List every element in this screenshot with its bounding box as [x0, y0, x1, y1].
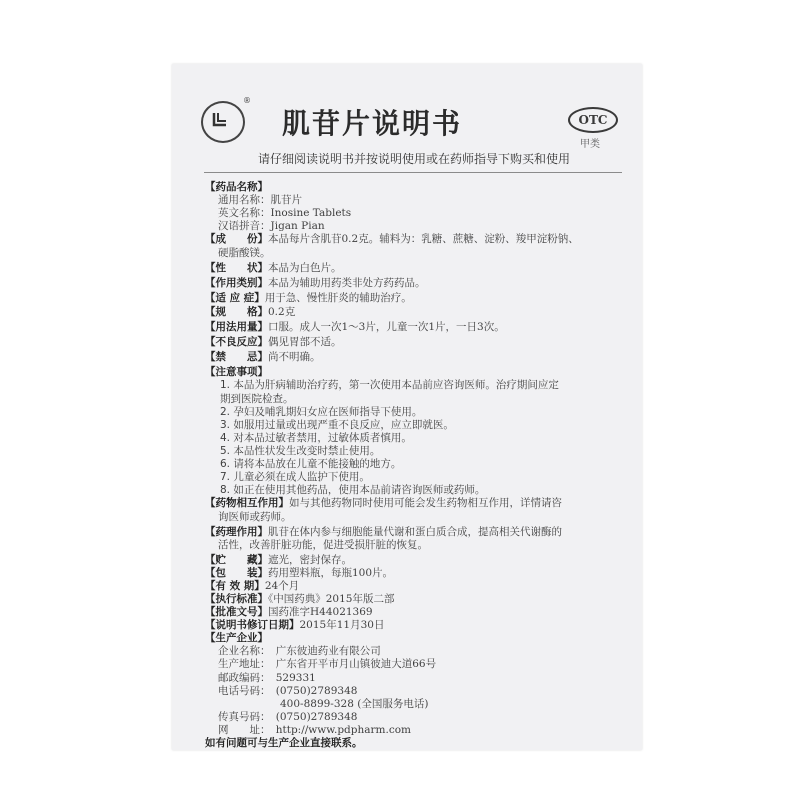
precaution-item: 期到医院检查。 — [220, 392, 294, 405]
english-name: 英文名称：Inosine Tablets — [218, 207, 352, 220]
pharmacology-row: 【药理作用】肌苷在体内参与细胞能量代谢和蛋白质合成，提高相关代谢酶的 — [205, 525, 562, 538]
manufacturer-heading: 【生产企业】 — [205, 632, 268, 645]
generic-name: 通用名称：肌苷片 — [218, 194, 302, 207]
package-row: 【包 装】药用塑料瓶，每瓶100片。 — [205, 566, 394, 579]
pharmacology-cont: 活性，改善肝脏功能，促进受损肝脏的恢复。 — [218, 538, 428, 551]
hotline: 400-8899-328 (全国服务电话) — [280, 697, 429, 710]
precaution-item: 2. 孕妇及哺乳期妇女应在医师指导下使用。 — [220, 405, 423, 418]
precaution-item: 3. 如服用过量或出现严重不良反应，应立即就医。 — [220, 418, 454, 431]
pinyin-name: 汉语拼音：Jigan Pian — [218, 220, 325, 233]
postcode: 邮政编码： 529331 — [218, 671, 316, 684]
precaution-item: 5. 本品性状发生改变时禁止使用。 — [220, 445, 381, 457]
subtitle: 请仔细阅读说明书并按说明使用或在药师指导下购买和使用 — [258, 152, 571, 166]
dosage-row: 【用法用量】口服。成人一次1～3片，儿童一次1片，一日3次。 — [205, 321, 505, 334]
precaution-item: 7. 儿童必须在成人监护下使用。 — [220, 471, 370, 484]
contact-note: 如有问题可与生产企业直接联系。 — [205, 737, 363, 749]
standard-row: 【执行标准】《中国药典》2015年版二部 — [205, 592, 395, 605]
drug-name-section: 【药品名称】 — [205, 181, 268, 193]
fax: 传真号码： (0750)2789348 — [218, 710, 358, 723]
precaution-item: 8. 如正在使用其他药品，使用本品前请咨询医师或药师。 — [220, 484, 486, 497]
otc-badge: OTC — [568, 107, 618, 133]
composition-row: 【成 份】本品每片含肌苷0.2克。辅料为：乳糖、蔗糖、淀粉、羧甲淀粉钠、 — [205, 233, 579, 246]
precaution-item: 4. 对本品过敏者禁用，过敏体质者慎用。 — [220, 431, 412, 444]
revision-row: 【说明书修订日期】2015年11月30日 — [205, 619, 385, 632]
otc-category: 甲类 — [580, 139, 600, 150]
company-name: 企业名称： 广东彼迪药业有限公司 — [218, 645, 381, 658]
divider — [204, 172, 622, 173]
storage-row: 【贮 藏】遮光，密封保存。 — [205, 553, 352, 566]
indications-row: 【适 应 症】用于急、慢性肝炎的辅助治疗。 — [205, 291, 412, 304]
precautions-heading: 【注意事项】 — [205, 366, 268, 379]
validity-row: 【有 效 期】24个月 — [205, 579, 300, 592]
logo-icon — [212, 111, 228, 127]
phone: 电话号码： (0750)2789348 — [218, 684, 358, 697]
composition-cont: 硬脂酸镁。 — [218, 246, 271, 259]
document-title: 肌苷片说明书 — [282, 107, 463, 140]
interactions-row: 【药物相互作用】如与其他药物同时使用可能会发生药物相互作用，详情请咨 — [205, 497, 562, 510]
approval-row: 【批准文号】国药准字H44021369 — [205, 606, 373, 618]
registered-mark: ® — [243, 96, 251, 105]
precaution-item: 1. 本品为肝病辅助治疗药，第一次使用本品前应咨询医师。治疗期间应定 — [220, 379, 559, 392]
specification-row: 【规 格】0.2克 — [205, 306, 296, 319]
contraindications-row: 【禁 忌】尚不明确。 — [205, 351, 321, 364]
interactions-cont: 询医师或药师。 — [218, 510, 292, 523]
company-address: 生产地址： 广东省开平市月山镇彼迪大道66号 — [218, 658, 437, 671]
category-row: 【作用类别】本品为辅助用药类非处方药药品。 — [205, 276, 426, 289]
adverse-row: 【不良反应】偶见胃部不适。 — [205, 336, 342, 349]
character-row: 【性 状】本品为白色片。 — [205, 261, 342, 274]
precaution-item: 6. 请将本品放在儿童不能接触的地方。 — [220, 458, 402, 471]
website: 网 址： http://www.pdpharm.com — [218, 723, 411, 736]
